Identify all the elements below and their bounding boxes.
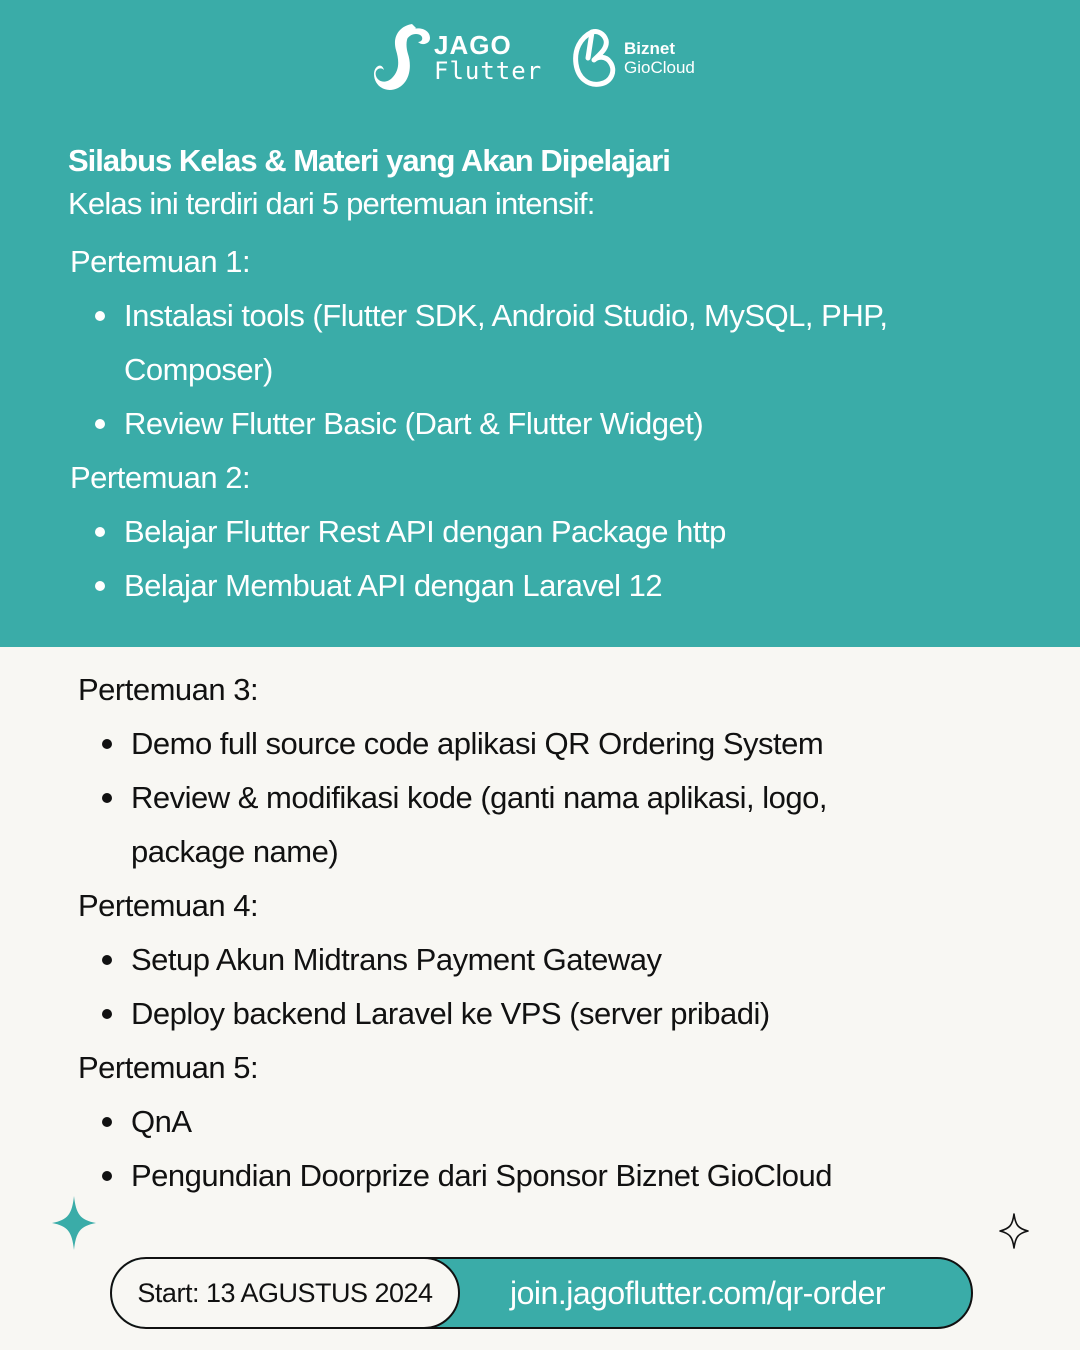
flutter-logo-icon	[372, 22, 432, 94]
session-2-item-1: Belajar Flutter Rest API dengan Package http	[124, 514, 726, 549]
session-1-item-1-cont: Composer)	[124, 352, 273, 387]
session-5-item-1: QnA	[131, 1104, 192, 1139]
registration-pill[interactable]	[110, 1257, 973, 1329]
top-section	[0, 0, 1080, 647]
bullet-icon	[102, 793, 112, 803]
registration-link[interactable]: join.jagoflutter.com/qr-order	[510, 1275, 886, 1311]
start-date-text: Start: 13 AGUSTUS 2024	[137, 1277, 433, 1308]
page-subtitle: Kelas ini terdiri dari 5 pertemuan intensif:	[68, 186, 595, 221]
bullet-icon	[102, 739, 112, 749]
bullet-icon	[102, 955, 112, 965]
session-2-heading: Pertemuan 2:	[70, 460, 251, 495]
sparkle-outline-icon	[999, 1213, 1029, 1249]
session-4-heading: Pertemuan 4:	[78, 888, 259, 923]
biznet-logo-line1: Biznet	[624, 39, 675, 58]
session-1-item-1: Instalasi tools (Flutter SDK, Android Studio, MySQL, PHP,	[124, 298, 888, 333]
session-2-item-2: Belajar Membuat API dengan Laravel 12	[124, 568, 663, 603]
session-3-heading: Pertemuan 3:	[78, 672, 259, 707]
session-3-item-2-cont: package name)	[131, 834, 339, 869]
start-date-badge	[110, 1257, 460, 1329]
session-5-heading: Pertemuan 5:	[78, 1050, 259, 1085]
session-3-item-2: Review & modifikasi kode (ganti nama aplikasi, logo,	[131, 780, 827, 815]
session-1-item-2: Review Flutter Basic (Dart & Flutter Widget)	[124, 406, 704, 441]
bottom-section	[0, 647, 1080, 1350]
jago-flutter-logo	[372, 22, 543, 94]
jago-logo-line1: JAGO	[434, 30, 512, 60]
bullet-icon	[95, 527, 105, 537]
session-3-item-1: Demo full source code aplikasi QR Ordering System	[131, 726, 824, 761]
session-4-item-1: Setup Akun Midtrans Payment Gateway	[131, 942, 662, 977]
sparkle-filled-icon	[52, 1196, 96, 1250]
page-title: Silabus Kelas & Materi yang Akan Dipelajari	[68, 143, 670, 178]
session-5-item-2: Pengundian Doorprize dari Sponsor Biznet GioCloud	[131, 1158, 832, 1193]
biznet-giocloud-logo	[570, 28, 720, 90]
bullet-icon	[102, 1171, 112, 1181]
session-4-item-2: Deploy backend Laravel ke VPS (server pribadi)	[131, 996, 770, 1031]
bullet-icon	[95, 419, 105, 429]
jago-logo-line2: Flutter	[434, 57, 543, 85]
bullet-icon	[95, 581, 105, 591]
biznet-logo-icon	[570, 28, 620, 90]
biznet-logo-line2: GioCloud	[624, 58, 695, 77]
bullet-icon	[102, 1117, 112, 1127]
session-1-heading: Pertemuan 1:	[70, 244, 251, 279]
bullet-icon	[102, 1009, 112, 1019]
bullet-icon	[95, 311, 105, 321]
